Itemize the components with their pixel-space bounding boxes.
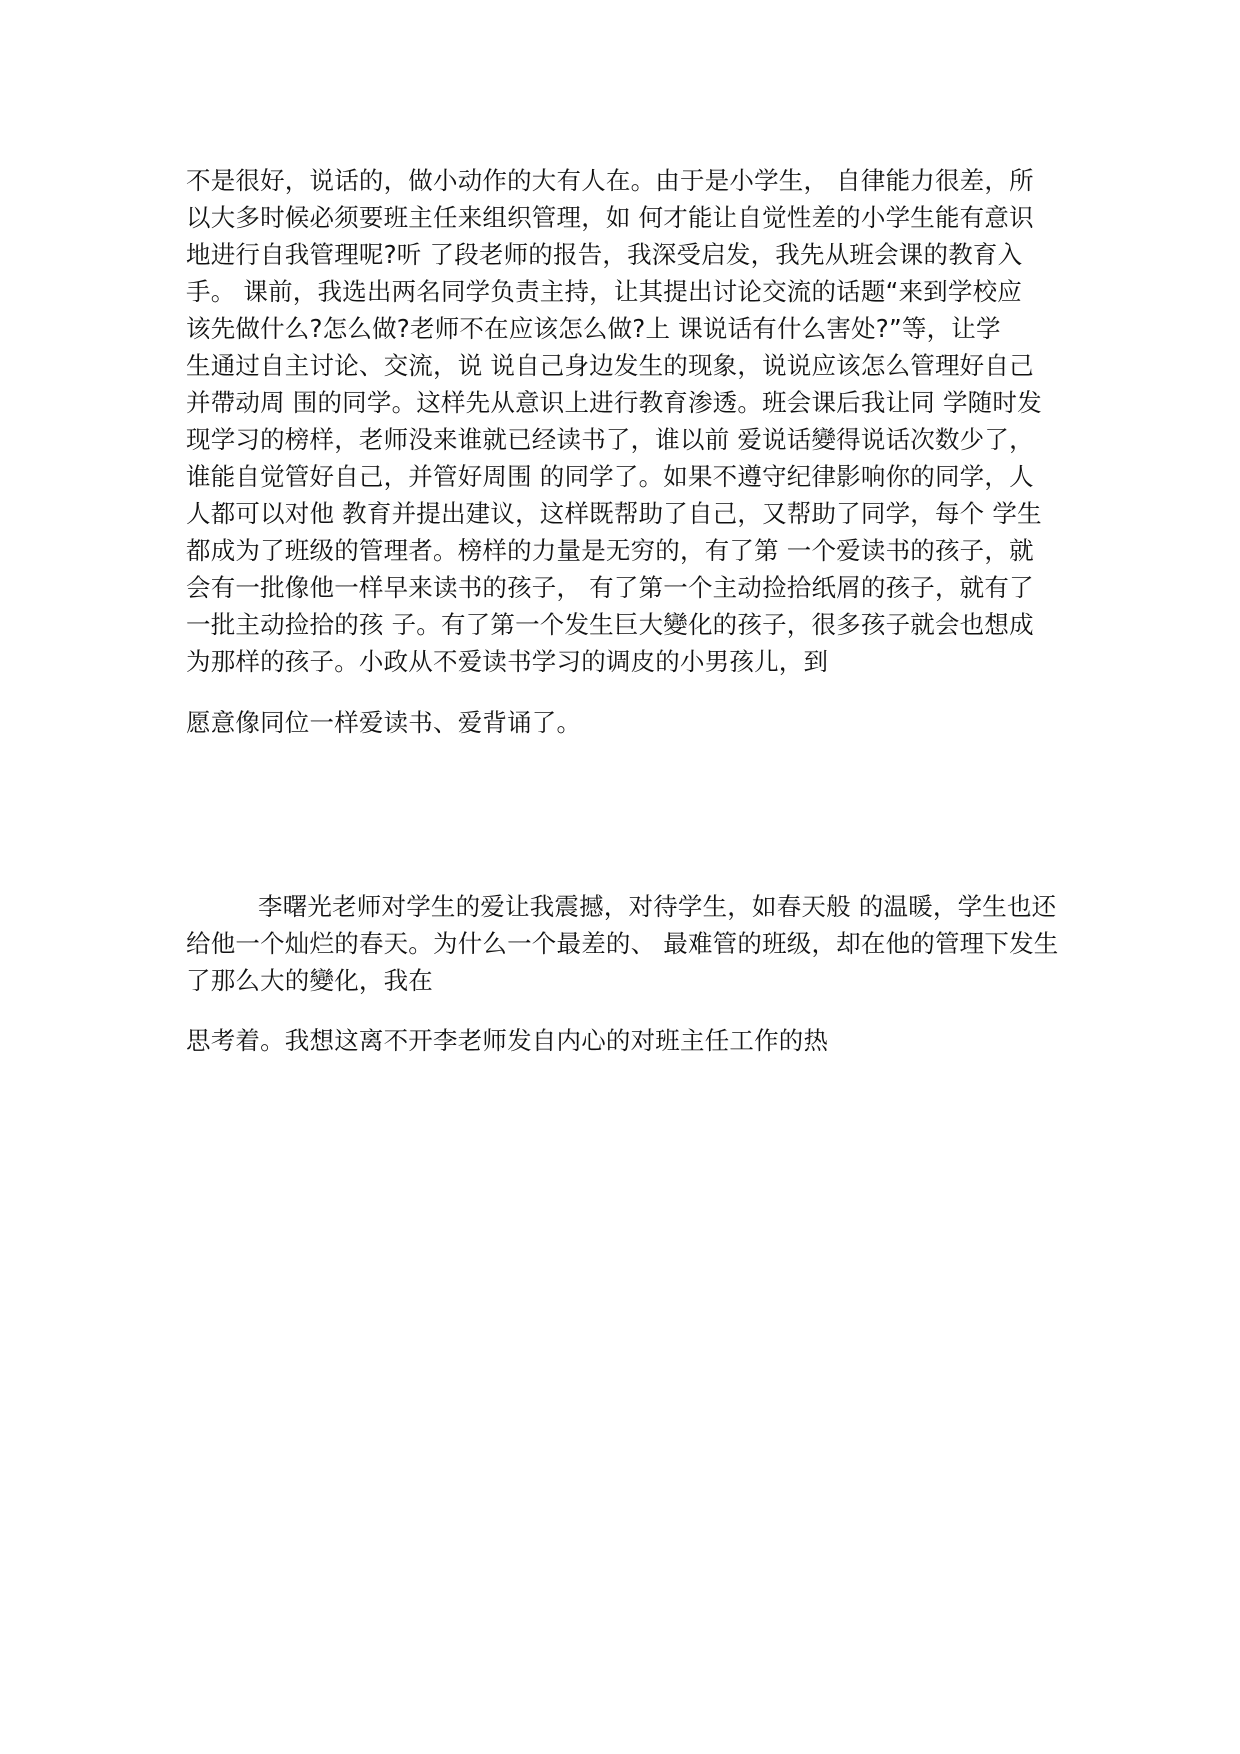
text-line: 以大多时候必须要班主任来组织管理，如 何才能让自觉性差的小学生能有意识 bbox=[186, 203, 1034, 232]
text-line: 地进行自我管理呢?听 了段老师的报告，我深受启发，我先从班会课的教育入 bbox=[186, 240, 1023, 269]
text-line: 人都可以对他 教育并提出建议，这样既帮助了自己，又帮助了同学，每个 学生 bbox=[186, 499, 1042, 528]
text-line: 为那样的孩子。小政从不爱读书学习的调皮的小男孩儿，到 bbox=[186, 647, 829, 676]
text-line: 手。 课前，我选出两名同学负责主持，让其提出讨论交流的话题“来到学校应 bbox=[186, 277, 1022, 306]
text-line: 给他一个灿烂的春天。为什么一个最差的、 最难管的班级，却在他的管理下发生 bbox=[186, 929, 1059, 958]
text-line-indented: 李曙光老师对学生的爱让我震撼，对待学生，如春天般 的温暖，学生也还 bbox=[258, 892, 1057, 921]
text-line: 一批主动捡拾的孩 子。有了第一个发生巨大變化的孩子，很多孩子就会也想成 bbox=[186, 610, 1034, 639]
text-line: 不是很好，说话的，做小动作的大有人在。由于是小学生， 自律能力很差，所 bbox=[186, 166, 1034, 195]
text-line-continuation: 愿意像同位一样爱读书、爱背诵了。 bbox=[186, 708, 582, 737]
text-line: 现学习的榜样，老师没来谁就已经读书了，谁以前 爱说话變得说话次数少了， bbox=[186, 425, 1034, 454]
text-line: 该先做什么?怎么做?老师不在应该怎么做?上 课说话有什么害处?”等，让学 bbox=[186, 314, 1001, 343]
text-line: 都成为了班级的管理者。榜样的力量是无穷的，有了第 一个爱读书的孩子，就 bbox=[186, 536, 1034, 565]
text-line: 了那么大的變化，我在 bbox=[186, 966, 433, 995]
text-line: 会有一批像他一样早来读书的孩子， 有了第一个主动捡拾纸屑的孩子，就有了 bbox=[186, 573, 1034, 602]
text-line-continuation: 思考着。我想这离不开李老师发自内心的对班主任工作的热 bbox=[186, 1026, 829, 1055]
text-line: 并帶动周 围的同学。这样先从意识上进行教育渗透。班会课后我让同 学随时发 bbox=[186, 388, 1042, 417]
text-line: 生通过自主讨论、交流，说 说自己身边发生的现象，说说应该怎么管理好自己 bbox=[186, 351, 1034, 380]
text-line: 谁能自觉管好自己，并管好周围 的同学了。如果不遵守纪律影响你的同学，人 bbox=[186, 462, 1034, 491]
